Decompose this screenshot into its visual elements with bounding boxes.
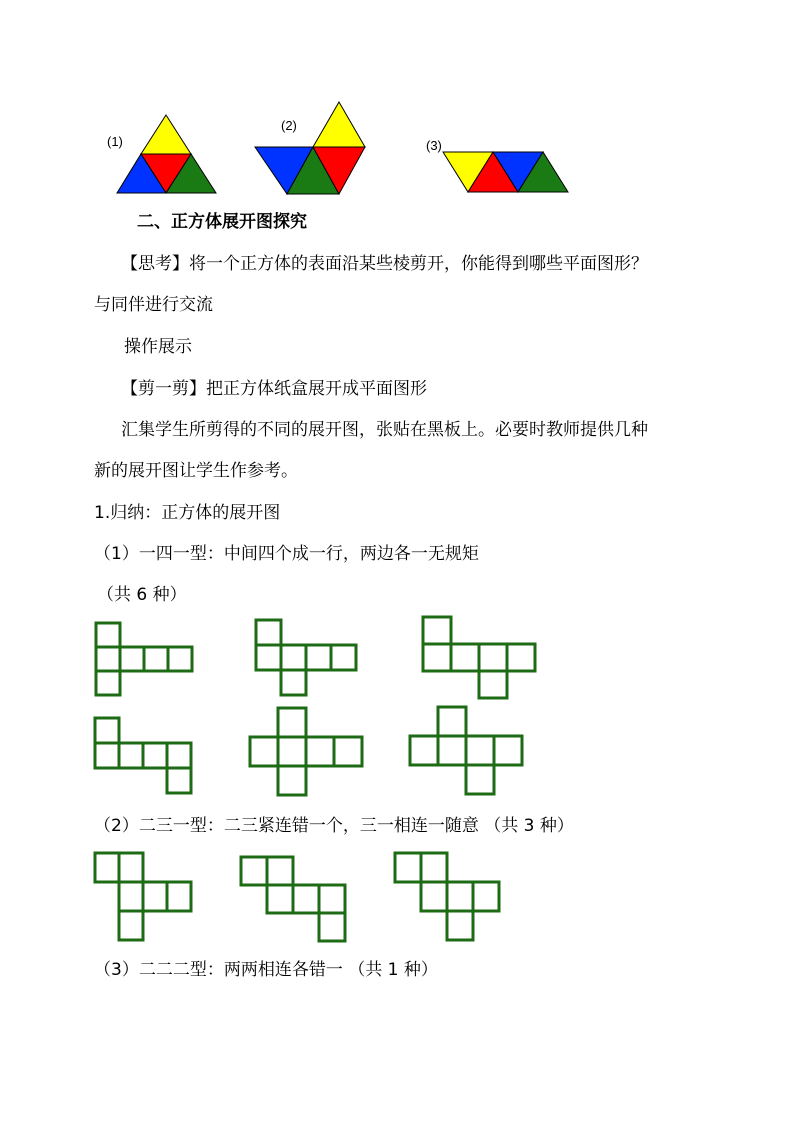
section-title: 二、正方体展开图探究 <box>137 212 307 232</box>
cube-net-231-3 <box>394 852 509 942</box>
type2-title: （2）二三一型：二三紧连错一个，三一相连一随意 （共 3 种） <box>94 816 574 836</box>
summary-heading: 1.归纳：正方体的展开图 <box>94 503 281 523</box>
triangle-figure-1 <box>115 112 225 202</box>
cube-net-141-3 <box>422 616 542 696</box>
cube-net-141-2 <box>255 619 360 699</box>
think-line-2: 与同伴进行交流 <box>94 295 213 315</box>
cube-net-141-6 <box>409 706 529 801</box>
cube-net-231-1 <box>94 852 199 947</box>
triangle-figure-2 <box>255 102 375 202</box>
type3-title: （3）二二二型：两两相连各错一 （共 1 种） <box>94 960 438 980</box>
figure-label-3: (3) <box>426 138 442 153</box>
collect-line-1: 汇集学生所剪得的不同的展开图，张贴在黑板上。必要时教师提供几种 <box>121 420 648 440</box>
type1-title: （1）一四一型：中间四个成一行，两边各一无规矩 <box>94 544 479 564</box>
triangle-figure-3 <box>443 151 573 201</box>
cube-net-141-4 <box>94 717 199 797</box>
cube-net-141-5 <box>249 707 369 802</box>
collect-line-2: 新的展开图让学生作参考。 <box>94 461 298 481</box>
operation-text: 操作展示 <box>124 337 192 357</box>
think-line-1: 【思考】将一个正方体的表面沿某些棱剪开，你能得到哪些平面图形？ <box>121 254 648 274</box>
cut-text: 【剪一剪】把正方体纸盒展开成平面图形 <box>121 379 427 399</box>
figure-label-2: (2) <box>281 118 297 133</box>
figure-label-1: (1) <box>107 134 123 149</box>
cube-net-231-2 <box>240 856 355 946</box>
type1-count: （共 6 种） <box>97 585 187 605</box>
cube-net-141-1 <box>95 622 195 702</box>
